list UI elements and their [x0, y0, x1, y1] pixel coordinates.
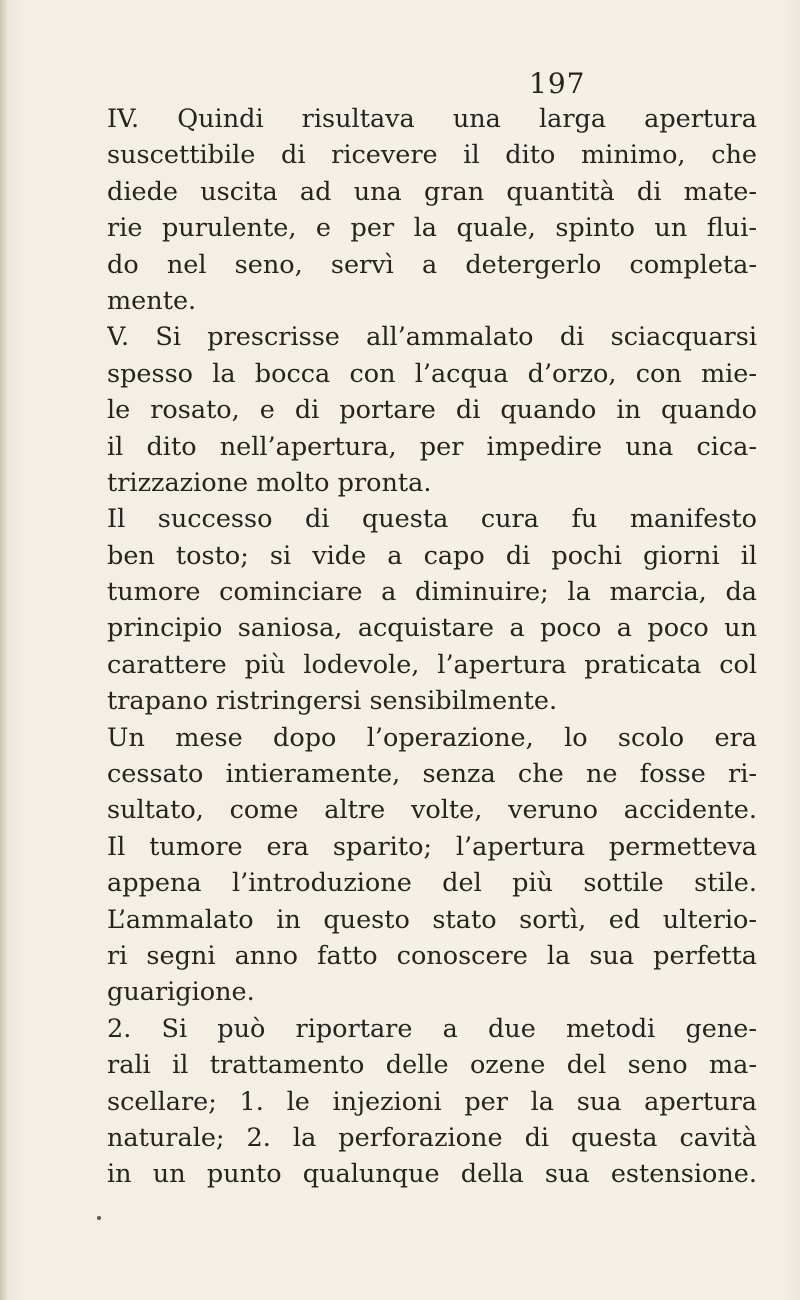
text-line: Il tumore era sparito; l’apertura permetteva — [107, 831, 757, 862]
body-text — [107, 101, 757, 1193]
text-line: Un mese dopo l’operazione, lo scolo era — [107, 722, 757, 753]
text-line: suscettibile di ricevere il dito minimo, che — [107, 140, 757, 171]
text-line: cessato intieramente, senza che ne fosse ri- — [107, 759, 757, 790]
text-line: le rosato, e di portare di quando in quando — [107, 395, 757, 426]
text-line: diede uscita ad una gran quantità di mate- — [107, 176, 757, 207]
text-line: do nel seno, servì a detergerlo completa- — [107, 249, 757, 280]
text-line: IV. Quindi risultava una larga apertura — [107, 104, 757, 134]
ink-speck — [97, 1216, 101, 1220]
text-line: principio saniosa, acquistare a poco a poco un — [107, 613, 757, 644]
text-line: guarigione. — [107, 977, 255, 1008]
text-line: Il successo di questa cura fu manifesto — [107, 504, 757, 535]
text-line: rie purulente, e per la quale, spinto un flui- — [107, 213, 757, 244]
text-line: ri segni anno fatto conoscere la sua perfetta — [107, 940, 757, 971]
text-line: ben tosto; si vide a capo di pochi giorni il — [107, 540, 757, 571]
text-line: sultato, come altre volte, veruno accidente. — [107, 795, 757, 826]
text-line: carattere più lodevole, l’apertura praticata col — [107, 649, 757, 680]
text-line: rali il trattamento delle ozene del seno ma- — [107, 1050, 757, 1081]
text-line: appena l’introduzione del più sottile stile. — [107, 868, 757, 899]
binding-edge — [0, 0, 8, 1300]
text-line: scellare; 1. le injezioni per la sua apertura — [107, 1086, 757, 1117]
text-line: spesso la bocca con l’acqua d’orzo, con mie- — [107, 358, 757, 389]
text-line: in un punto qualunque della sua estensione. — [107, 1159, 757, 1190]
page-number: 197 — [529, 67, 586, 100]
text-line: il dito nell’apertura, per impedire una cica- — [107, 431, 757, 462]
text-line: 2. Si può riportare a due metodi gene- — [107, 1013, 757, 1044]
text-line: tumore cominciare a diminuire; la marcia, da — [107, 577, 757, 608]
text-line: trapano ristringersi sensibilmente. — [107, 686, 558, 717]
text-line: trizzazione molto pronta. — [107, 467, 432, 498]
text-line: V. Si prescrisse all’ammalato di sciacquarsi — [107, 322, 757, 353]
text-line: mente. — [107, 285, 197, 316]
text-line: L’ammalato in questo stato sortì, ed ulterio- — [107, 904, 757, 935]
text-line: naturale; 2. la perforazione di questa cavità — [107, 1122, 757, 1153]
